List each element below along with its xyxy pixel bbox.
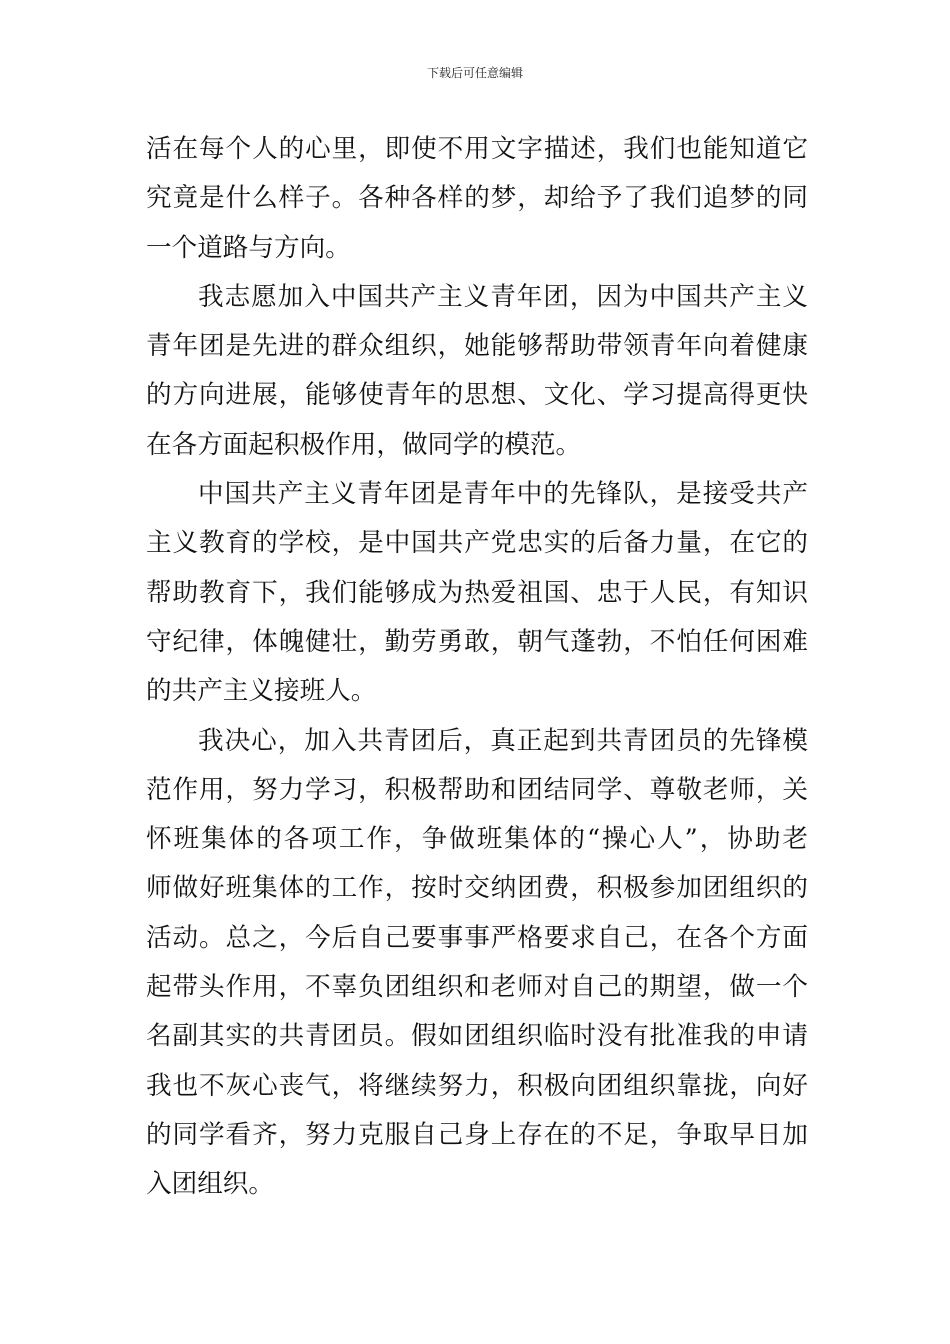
text-line: 的共产主义接班人。	[146, 676, 377, 707]
body-text	[146, 125, 808, 1210]
text-line: 我志愿加入中国共产主义青年团，因为中国共产主义	[198, 281, 808, 312]
text-line: 入团组织。	[146, 1169, 274, 1200]
text-line: 究竟是什么样子。各种各样的梦，却给予了我们追梦的同	[146, 183, 808, 214]
text-line: 中国共产主义青年团是青年中的先锋队，是接受共产	[198, 479, 808, 510]
text-line: 怀班集体的各项工作，争做班集体的“操心人”，协助老	[146, 824, 808, 855]
text-line: 我决心，加入共青团后，真正起到共青团员的先锋模	[198, 725, 808, 756]
text-line: 在各方面起积极作用，做同学的模范。	[146, 429, 582, 460]
text-line: 的同学看齐，努力克服自己身上存在的不足，争取早日加	[146, 1119, 808, 1150]
text-line: 名副其实的共青团员。假如团组织临时没有批准我的申请	[146, 1021, 808, 1052]
text-line: 一个道路与方向。	[146, 232, 351, 263]
text-line: 活在每个人的心里，即使不用文字描述，我们也能知道它	[146, 134, 808, 164]
text-line: 起带头作用，不辜负团组织和老师对自己的期望，做一个	[146, 972, 808, 1003]
text-line: 活动。总之，今后自己要事事严格要求自己，在各个方面	[146, 922, 808, 953]
text-line: 范作用，努力学习，积极帮助和团结同学、尊敬老师，关	[146, 774, 808, 805]
text-line: 守纪律，体魄健壮，勤劳勇敢，朝气蓬勃，不怕任何困难	[146, 626, 808, 657]
text-line: 的方向进展，能够使青年的思想、文化、学习提高得更快	[146, 380, 808, 411]
text-line: 主义教育的学校，是中国共产党忠实的后备力量，在它的	[146, 528, 808, 559]
text-line: 师做好班集体的工作，按时交纳团费，积极参加团组织的	[146, 873, 808, 904]
text-line: 帮助教育下，我们能够成为热爱祖国、忠于人民，有知识	[146, 577, 808, 608]
page-header: 下载后可任意编辑	[426, 66, 523, 80]
text-line: 青年团是先进的群众组织，她能够帮助带领青年向着健康	[146, 331, 808, 362]
text-line: 我也不灰心丧气，将继续努力，积极向团组织靠拢，向好	[146, 1070, 808, 1101]
